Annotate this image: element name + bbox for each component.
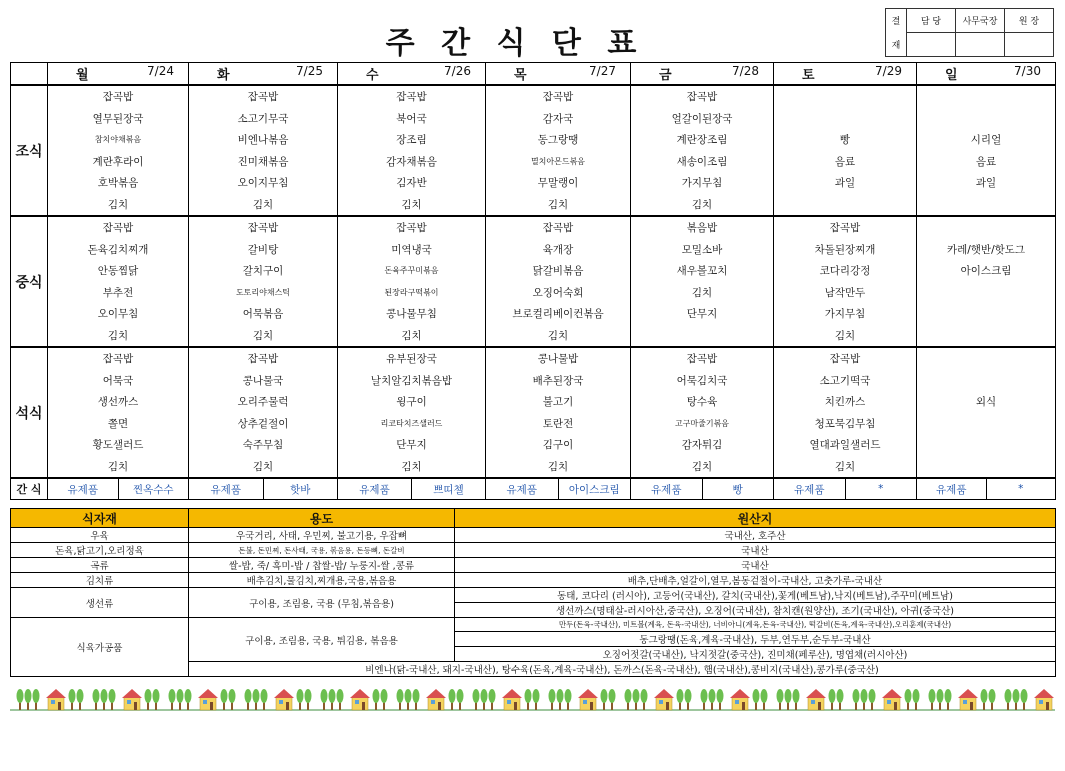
tree-icon bbox=[853, 689, 860, 710]
origin-header-origin: 원산지 bbox=[455, 509, 1056, 528]
tree-icon bbox=[609, 689, 616, 710]
menu-item: 잡곡밥 bbox=[542, 91, 574, 104]
menu-item: 생선까스 bbox=[97, 396, 139, 409]
menu-item: 콩나물무침 bbox=[386, 308, 437, 321]
origin-item: 우육 bbox=[11, 528, 189, 543]
tree-icon bbox=[321, 689, 328, 710]
tree-icon bbox=[837, 689, 844, 710]
menu-cell bbox=[631, 347, 774, 478]
menu-item: 김치 bbox=[547, 460, 569, 473]
menu-item: 김치 bbox=[691, 460, 713, 473]
origin-use: 배추김치,물김치,찌개용,국용,볶음용 bbox=[189, 573, 455, 588]
tree-icon bbox=[381, 689, 388, 710]
tree-icon bbox=[481, 689, 488, 710]
tree-icon bbox=[109, 689, 116, 710]
tree-icon bbox=[641, 689, 648, 710]
origin-row bbox=[11, 588, 1056, 603]
menu-item: 김치 bbox=[401, 329, 422, 342]
page-title: 주 간 식 단 표 bbox=[385, 26, 645, 61]
tree-icon bbox=[25, 689, 32, 710]
origin-item: 돈육,닭고기,오리정육 bbox=[11, 543, 189, 558]
meal-row bbox=[11, 85, 1056, 216]
house-icon bbox=[730, 689, 750, 710]
menu-cell bbox=[338, 347, 486, 478]
menu-item: 상추겉절이 bbox=[237, 417, 289, 430]
tree-icon bbox=[557, 689, 564, 710]
tree-icon bbox=[533, 689, 540, 710]
menu-item: 장조림 bbox=[396, 134, 427, 147]
menu-item: 돈육주꾸미볶음 bbox=[384, 266, 439, 276]
tree-icon bbox=[701, 689, 708, 710]
menu-item: 멸치아몬드볶음 bbox=[530, 156, 586, 166]
origin-country: 만두(돈육-국내산), 미트볼(계육, 돈육-국내산), 너비아니(계육,돈육-국내산), 떡갈비(돈육,계육-국내산),오리훈제(국내산) bbox=[455, 618, 1056, 632]
day-header-row bbox=[11, 63, 1056, 86]
menu-item: 계란후라이 bbox=[92, 155, 144, 168]
tree-icon bbox=[717, 689, 724, 710]
origin-country: 국내산, 호주산 bbox=[455, 528, 1056, 543]
house-icon bbox=[806, 689, 826, 710]
origin-header-item: 식자재 bbox=[11, 509, 189, 528]
menu-item bbox=[917, 194, 1055, 216]
menu-item: 시리얼 bbox=[970, 134, 1002, 147]
origin-row bbox=[11, 543, 1056, 558]
menu-item: 배추된장국 bbox=[532, 374, 584, 387]
approval-role-staff: 담 당 bbox=[907, 9, 956, 33]
tree-icon bbox=[93, 689, 100, 710]
menu-item: 청포묵김무침 bbox=[814, 417, 876, 430]
menu-item: 김자반 bbox=[396, 177, 427, 190]
approval-sign-staff bbox=[907, 33, 956, 57]
menu-item: 소고기떡국 bbox=[819, 374, 871, 387]
menu-item: 윙구이 bbox=[396, 396, 427, 409]
tree-icon bbox=[685, 689, 692, 710]
menu-item: 된장라구떡볶이 bbox=[384, 287, 439, 297]
origin-country: 동그랑땡(돈육,계육-국내산), 두부,연두부,순두부-국내산 bbox=[455, 632, 1056, 647]
approval-side-label-top: 결 bbox=[886, 9, 907, 33]
menu-item: 어묵볶음 bbox=[242, 308, 284, 321]
day-header: 금 7/28 bbox=[631, 63, 774, 86]
menu-item: 닭갈비볶음 bbox=[532, 265, 584, 278]
origin-country: 국내산 bbox=[455, 558, 1056, 573]
approval-role-director: 원 장 bbox=[1005, 9, 1054, 33]
tree-icon bbox=[633, 689, 640, 710]
menu-item: 김치 bbox=[834, 460, 856, 473]
tree-icon bbox=[69, 689, 76, 710]
weekly-menu-table bbox=[10, 62, 1056, 500]
house-icon bbox=[882, 689, 902, 710]
menu-item: 도토리야채스틱 bbox=[235, 287, 291, 297]
house-icon bbox=[578, 689, 598, 710]
menu-item: 유부된장국 bbox=[386, 353, 437, 366]
menu-item: 호박볶음 bbox=[97, 177, 139, 190]
snack-row bbox=[11, 478, 1056, 500]
tree-icon bbox=[929, 689, 936, 710]
menu-cell bbox=[774, 347, 917, 478]
origin-row bbox=[11, 528, 1056, 543]
tree-icon bbox=[153, 689, 160, 710]
menu-item bbox=[917, 217, 1055, 239]
origin-row bbox=[11, 558, 1056, 573]
tree-icon bbox=[565, 689, 572, 710]
origin-use: 구이용, 조림용, 국용, 튀김용, 볶음용 bbox=[189, 618, 455, 662]
meal-label: 중식 bbox=[11, 216, 48, 347]
menu-cell bbox=[486, 347, 631, 478]
tree-icon bbox=[1013, 689, 1020, 710]
tree-icon bbox=[457, 689, 464, 710]
menu-item: 얼갈이된장국 bbox=[671, 112, 733, 125]
tree-icon bbox=[989, 689, 996, 710]
tree-icon bbox=[913, 689, 920, 710]
tree-icon bbox=[869, 689, 876, 710]
snack-cell: 유제품 * bbox=[917, 478, 1056, 500]
menu-item: 김치 bbox=[401, 460, 422, 473]
menu-item: 리코타치즈샐러드 bbox=[380, 418, 443, 428]
meal-row bbox=[11, 347, 1056, 478]
decorative-village-border bbox=[10, 682, 1055, 712]
menu-item: 잡곡밥 bbox=[686, 91, 718, 104]
menu-item: 감자국 bbox=[542, 112, 574, 125]
menu-cell bbox=[189, 85, 338, 216]
menu-item: 오리주물럭 bbox=[237, 396, 289, 409]
origin-use: 구이용, 조림용, 국용 (무침,볶음용) bbox=[189, 588, 455, 618]
tree-icon bbox=[101, 689, 108, 710]
tree-icon bbox=[1005, 689, 1012, 710]
house-icon bbox=[1034, 689, 1054, 710]
menu-item: 김구이 bbox=[542, 439, 574, 452]
menu-item: 잡곡밥 bbox=[247, 91, 279, 104]
menu-cell bbox=[48, 85, 189, 216]
menu-item: 잡곡밥 bbox=[396, 222, 427, 235]
menu-cell bbox=[631, 85, 774, 216]
menu-item bbox=[917, 413, 1055, 435]
approval-sign-director bbox=[1005, 33, 1054, 57]
menu-cell bbox=[189, 216, 338, 347]
tree-icon bbox=[185, 689, 192, 710]
menu-cell bbox=[486, 85, 631, 216]
menu-item: 과일 bbox=[975, 177, 997, 190]
menu-item: 숙주무침 bbox=[242, 439, 284, 452]
menu-item: 돈육김치찌개 bbox=[87, 243, 149, 256]
tree-icon bbox=[261, 689, 268, 710]
menu-item: 열무된장국 bbox=[92, 112, 144, 125]
origin-item: 곡류 bbox=[11, 558, 189, 573]
day-header: 목 7/27 bbox=[486, 63, 631, 86]
day-header: 일 7/30 bbox=[917, 63, 1056, 86]
tree-icon bbox=[601, 689, 608, 710]
menu-item: 잡곡밥 bbox=[247, 222, 279, 235]
origin-item: 생선류 bbox=[11, 588, 189, 618]
menu-item: 토란전 bbox=[542, 417, 574, 430]
menu-item: 잡곡밥 bbox=[102, 353, 134, 366]
tree-icon bbox=[373, 689, 380, 710]
menu-item: 김치 bbox=[691, 198, 713, 211]
menu-item bbox=[917, 370, 1055, 392]
origin-country: 동태, 코다리 (러시아), 고등어(국내산), 갈치(국내산),꽃게(베트남),낙지(베트남),주꾸미(베트남) bbox=[455, 588, 1056, 603]
menu-item: 콩나물국 bbox=[242, 374, 284, 387]
menu-item: 새송이조림 bbox=[676, 155, 728, 168]
menu-item: 열대과일샐러드 bbox=[809, 439, 881, 452]
menu-item: 김치 bbox=[252, 460, 274, 473]
approval-role-secretary: 사무국장 bbox=[956, 9, 1005, 33]
menu-item: 계란장조림 bbox=[676, 134, 728, 147]
menu-item: 잡곡밥 bbox=[829, 222, 861, 235]
menu-item: 어묵김치국 bbox=[676, 374, 728, 387]
menu-item: 김치 bbox=[691, 286, 713, 299]
menu-item: 탕수육 bbox=[686, 396, 718, 409]
origin-row bbox=[11, 573, 1056, 588]
tree-icon bbox=[785, 689, 792, 710]
menu-item: 차돌된장찌개 bbox=[814, 243, 876, 256]
menu-item bbox=[631, 325, 773, 347]
menu-item: 쫄면 bbox=[107, 417, 129, 430]
menu-cell bbox=[774, 85, 917, 216]
menu-item: 새우볼꼬치 bbox=[676, 265, 728, 278]
tree-icon bbox=[861, 689, 868, 710]
tree-icon bbox=[489, 689, 496, 710]
menu-item: 잡곡밥 bbox=[829, 353, 861, 366]
menu-cell bbox=[189, 347, 338, 478]
menu-item: 비엔나볶음 bbox=[237, 134, 289, 147]
meal-label: 조식 bbox=[11, 85, 48, 216]
house-icon bbox=[46, 689, 66, 710]
tree-icon bbox=[329, 689, 336, 710]
menu-item: 가지무침 bbox=[824, 308, 866, 321]
tree-icon bbox=[405, 689, 412, 710]
day-header: 화 7/25 bbox=[189, 63, 338, 86]
tree-icon bbox=[793, 689, 800, 710]
menu-item: 김치 bbox=[107, 329, 129, 342]
menu-cell bbox=[338, 216, 486, 347]
origin-country: 비엔나(닭-국내산, 돼지-국내산), 탕수육(돈육,계육-국내산), 돈까스(돈육-국내산), 햄(국내산),콩비지(국내산),콩가루(중국산) bbox=[189, 662, 1056, 677]
origin-country: 오징어젓갈(국내산), 낙지젓갈(중국산), 진미채(페루산), 명엽채(러시아산) bbox=[455, 647, 1056, 662]
tree-icon bbox=[33, 689, 40, 710]
menu-item: 참치야채볶음 bbox=[94, 135, 142, 145]
menu-cell bbox=[631, 216, 774, 347]
menu-item: 단무지 bbox=[686, 308, 718, 321]
menu-item: 콩나물밥 bbox=[537, 353, 579, 366]
menu-item bbox=[917, 282, 1055, 304]
menu-item bbox=[917, 303, 1055, 325]
tree-icon bbox=[677, 689, 684, 710]
tree-icon bbox=[245, 689, 252, 710]
menu-item: 김치 bbox=[252, 198, 274, 211]
menu-item: 김치 bbox=[547, 329, 569, 342]
menu-cell bbox=[48, 216, 189, 347]
tree-icon bbox=[945, 689, 952, 710]
tree-icon bbox=[549, 689, 556, 710]
menu-item: 잡곡밥 bbox=[247, 353, 279, 366]
menu-item: 갈비탕 bbox=[247, 243, 279, 256]
snack-cell: 유제품 빵 bbox=[631, 478, 774, 500]
house-icon bbox=[958, 689, 978, 710]
snack-cell: 유제품 찐옥수수 bbox=[48, 478, 189, 500]
menu-item: 육개장 bbox=[542, 243, 574, 256]
menu-item: 감자채볶음 bbox=[386, 155, 437, 168]
tree-icon bbox=[777, 689, 784, 710]
menu-item: 고구마줄기볶음 bbox=[674, 418, 730, 428]
menu-item: 무말랭이 bbox=[537, 177, 579, 190]
menu-item: 날치알김치볶음밥 bbox=[370, 374, 453, 387]
menu-item: 진미채볶음 bbox=[237, 155, 289, 168]
origin-table bbox=[10, 508, 1056, 677]
menu-item: 코다리강정 bbox=[819, 265, 871, 278]
menu-item: 감자튀김 bbox=[681, 439, 723, 452]
tree-icon bbox=[253, 689, 260, 710]
tree-icon bbox=[221, 689, 228, 710]
approval-box bbox=[885, 8, 1054, 57]
menu-item: 과일 bbox=[834, 177, 856, 190]
menu-item: 북어국 bbox=[396, 112, 427, 125]
menu-item: 갈치구이 bbox=[242, 265, 284, 278]
menu-item: 아이스크림 bbox=[960, 265, 1012, 278]
menu-item bbox=[917, 108, 1055, 130]
menu-item: 카레/햇반/핫도그 bbox=[946, 243, 1026, 256]
origin-item: 김치류 bbox=[11, 573, 189, 588]
snack-cell: 유제품 아이스크림 bbox=[486, 478, 631, 500]
menu-item: 황도샐러드 bbox=[92, 439, 144, 452]
menu-cell bbox=[486, 216, 631, 347]
menu-item: 불고기 bbox=[542, 396, 574, 409]
origin-row bbox=[11, 618, 1056, 632]
menu-cell bbox=[917, 347, 1056, 478]
day-header: 토 7/29 bbox=[774, 63, 917, 86]
menu-item bbox=[774, 108, 916, 130]
tree-icon bbox=[761, 689, 768, 710]
menu-item: 잡곡밥 bbox=[102, 222, 134, 235]
house-icon bbox=[654, 689, 674, 710]
house-icon bbox=[122, 689, 142, 710]
tree-icon bbox=[169, 689, 176, 710]
tree-icon bbox=[981, 689, 988, 710]
menu-item: 잡곡밥 bbox=[686, 353, 718, 366]
menu-item: 김치 bbox=[834, 329, 856, 342]
menu-cell bbox=[338, 85, 486, 216]
tree-icon bbox=[625, 689, 632, 710]
corner-cell bbox=[11, 63, 48, 86]
menu-item: 김치 bbox=[401, 198, 422, 211]
origin-header-use: 용도 bbox=[189, 509, 455, 528]
tree-icon bbox=[229, 689, 236, 710]
tree-icon bbox=[753, 689, 760, 710]
house-icon bbox=[274, 689, 294, 710]
menu-item: 외식 bbox=[975, 396, 997, 409]
menu-item: 잡곡밥 bbox=[396, 91, 427, 104]
house-icon bbox=[426, 689, 446, 710]
tree-icon bbox=[473, 689, 480, 710]
menu-item: 김치 bbox=[107, 198, 129, 211]
menu-item bbox=[917, 348, 1055, 370]
tree-icon bbox=[297, 689, 304, 710]
origin-header-row bbox=[11, 509, 1056, 528]
menu-item: 미역냉국 bbox=[391, 243, 432, 256]
origin-use: 쌀-밥, 죽/ 흑미-밥 / 찹쌀-밥/ 누룽지-쌀 ,콩류 bbox=[189, 558, 455, 573]
menu-item: 모밀소바 bbox=[681, 243, 723, 256]
tree-icon bbox=[937, 689, 944, 710]
tree-icon bbox=[709, 689, 716, 710]
origin-country: 생선까스(명태살-러시아산,중국산), 오징어(국내산), 참치캔(원양산), 조기(국내산), 아귀(중국산) bbox=[455, 603, 1056, 618]
day-header: 월 7/24 bbox=[48, 63, 189, 86]
approval-side-label-bottom: 재 bbox=[886, 33, 907, 57]
menu-item bbox=[774, 194, 916, 216]
tree-icon bbox=[413, 689, 420, 710]
menu-item: 부추전 bbox=[102, 286, 134, 299]
village-scene-group bbox=[17, 689, 1056, 710]
menu-item bbox=[917, 456, 1055, 478]
meal-label: 석식 bbox=[11, 347, 48, 478]
tree-icon bbox=[905, 689, 912, 710]
origin-use: 돈불, 돈민찌, 돈사태, 국용, 볶음용, 돈등뼈, 돈갈비 bbox=[189, 543, 455, 558]
menu-item bbox=[917, 325, 1055, 347]
day-header: 수 7/26 bbox=[338, 63, 486, 86]
menu-item: 남작만두 bbox=[824, 286, 866, 299]
meal-row bbox=[11, 216, 1056, 347]
menu-item: 오징어숙회 bbox=[532, 286, 584, 299]
menu-item: 음료 bbox=[834, 155, 856, 168]
tree-icon bbox=[397, 689, 404, 710]
snack-cell: 유제품 * bbox=[774, 478, 917, 500]
origin-use: 우국거리, 사태, 우민찌, 불고기용, 우잡뼈 bbox=[189, 528, 455, 543]
snack-cell: 유제품 핫바 bbox=[189, 478, 338, 500]
snack-cell: 유제품 쁘띠첼 bbox=[338, 478, 486, 500]
origin-country: 배추,단배추,얼갈이,열무,봄동겉절이-국내산, 고춧가루-국내산 bbox=[455, 573, 1056, 588]
tree-icon bbox=[77, 689, 84, 710]
tree-icon bbox=[17, 689, 24, 710]
menu-item: 김치 bbox=[107, 460, 129, 473]
menu-item: 잡곡밥 bbox=[542, 222, 574, 235]
menu-cell bbox=[917, 216, 1056, 347]
approval-sign-secretary bbox=[956, 33, 1005, 57]
menu-cell bbox=[774, 216, 917, 347]
snack-label: 간 식 bbox=[11, 478, 48, 500]
menu-item: 소고기무국 bbox=[237, 112, 289, 125]
menu-item: 잡곡밥 bbox=[102, 91, 134, 104]
tree-icon bbox=[305, 689, 312, 710]
menu-item: 가지무침 bbox=[681, 177, 723, 190]
tree-icon bbox=[177, 689, 184, 710]
tree-icon bbox=[1021, 689, 1028, 710]
menu-item: 동그랑땡 bbox=[537, 134, 579, 147]
tree-icon bbox=[525, 689, 532, 710]
menu-item bbox=[917, 434, 1055, 456]
menu-item bbox=[774, 86, 916, 108]
tree-icon bbox=[449, 689, 456, 710]
menu-item: 김치 bbox=[547, 198, 569, 211]
house-icon bbox=[350, 689, 370, 710]
menu-item: 어묵국 bbox=[102, 374, 134, 387]
menu-cell bbox=[917, 85, 1056, 216]
menu-item: 브로컬리베이컨볶음 bbox=[512, 308, 604, 321]
menu-item: 김치 bbox=[252, 329, 274, 342]
menu-cell bbox=[48, 347, 189, 478]
menu-item: 단무지 bbox=[396, 439, 427, 452]
menu-item: 빵 bbox=[839, 134, 851, 147]
menu-item: 볶음밥 bbox=[686, 222, 718, 235]
house-icon bbox=[198, 689, 218, 710]
menu-item: 음료 bbox=[975, 155, 997, 168]
menu-item: 안동찜닭 bbox=[97, 265, 139, 278]
menu-item: 오이무침 bbox=[97, 308, 139, 321]
tree-icon bbox=[337, 689, 344, 710]
origin-item: 식육가공품 bbox=[11, 618, 189, 677]
menu-item: 오이지무침 bbox=[237, 177, 289, 190]
tree-icon bbox=[829, 689, 836, 710]
origin-country: 국내산 bbox=[455, 543, 1056, 558]
menu-item: 치킨까스 bbox=[824, 396, 866, 409]
menu-item bbox=[917, 86, 1055, 108]
house-icon bbox=[502, 689, 522, 710]
tree-icon bbox=[145, 689, 152, 710]
